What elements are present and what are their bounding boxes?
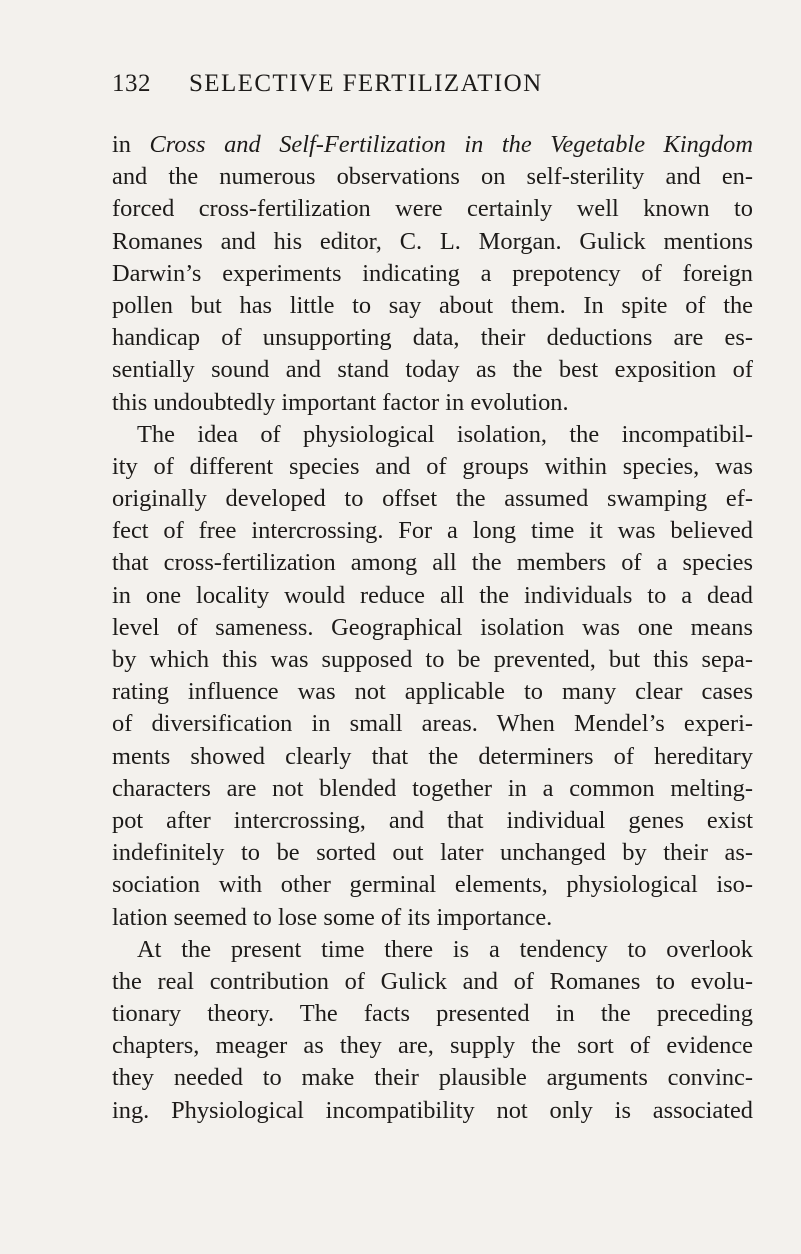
paragraph-start: The idea of physiological isolation, the incompatibil-: [137, 420, 753, 448]
text-line: in Cross and Self-Fertilization in the Vegetable Kingdom: [112, 131, 753, 158]
text-line: of diversification in small areas. When Mendel’s experi-: [112, 710, 753, 738]
text-line: level of sameness. Geographical isolation was one means: [112, 613, 753, 641]
text-line: forced cross-fertilization were certainly well known to: [112, 195, 753, 223]
text-line: by which this was supposed to be prevented, but this sepa-: [112, 646, 753, 673]
text-line: pollen but has little to say about them. In spite of the: [112, 291, 753, 319]
text-line: this undoubtedly important factor in evolution.: [112, 388, 569, 416]
text-line: ity of different species and of groups within species, was: [112, 452, 753, 480]
text-line: fect of free intercrossing. For a long time it was believed: [112, 517, 753, 545]
text-line: rating influence was not applicable to many clear cases: [112, 678, 753, 706]
text-line: in one locality would reduce all the individuals to a dead: [112, 581, 753, 609]
text-line: sentially sound and stand today as the best exposition of: [112, 356, 753, 384]
text-line: indefinitely to be sorted out later unchanged by their as-: [112, 839, 753, 867]
text-line: Romanes and his editor, C. L. Morgan. Gulick mentions: [112, 227, 753, 255]
text-line: that cross-fertilization among all the members of a species: [112, 549, 753, 577]
text-line: handicap of unsupporting data, their deductions are es-: [112, 324, 753, 352]
text-line: the real contribution of Gulick and of Romanes to evolu-: [112, 967, 753, 995]
running-title: SELECTIVE FERTILIZATION: [189, 70, 543, 97]
text-line: and the numerous observations on self-sterility and en-: [112, 163, 753, 191]
body-text: [112, 129, 753, 1127]
text-line: ing. Physiological incompatibility not only is associated: [112, 1096, 753, 1124]
page-number: 132: [112, 70, 151, 97]
book-title: Cross and Self-Fertilization in the Vegetable Kingdom: [149, 131, 753, 158]
text-line: Darwin’s experiments indicating a prepotency of foreign: [112, 259, 753, 287]
text-line: they needed to make their plausible arguments convinc-: [112, 1064, 753, 1092]
page-header: [112, 70, 624, 110]
text-line: ments showed clearly that the determiners of hereditary: [112, 742, 753, 770]
paragraph-start: At the present time there is a tendency to overlook: [137, 935, 753, 963]
text-line: lation seemed to lose some of its importance.: [112, 903, 553, 931]
text-line: originally developed to offset the assumed swamping ef-: [112, 485, 753, 513]
text-line: chapters, meager as they are, supply the sort of evidence: [112, 1032, 753, 1060]
text-line: pot after intercrossing, and that individual genes exist: [112, 806, 753, 834]
text-line: sociation with other germinal elements, physiological iso-: [112, 871, 753, 899]
text-line: tionary theory. The facts presented in the preceding: [112, 1000, 753, 1028]
text-line: characters are not blended together in a common melting-: [112, 774, 753, 802]
